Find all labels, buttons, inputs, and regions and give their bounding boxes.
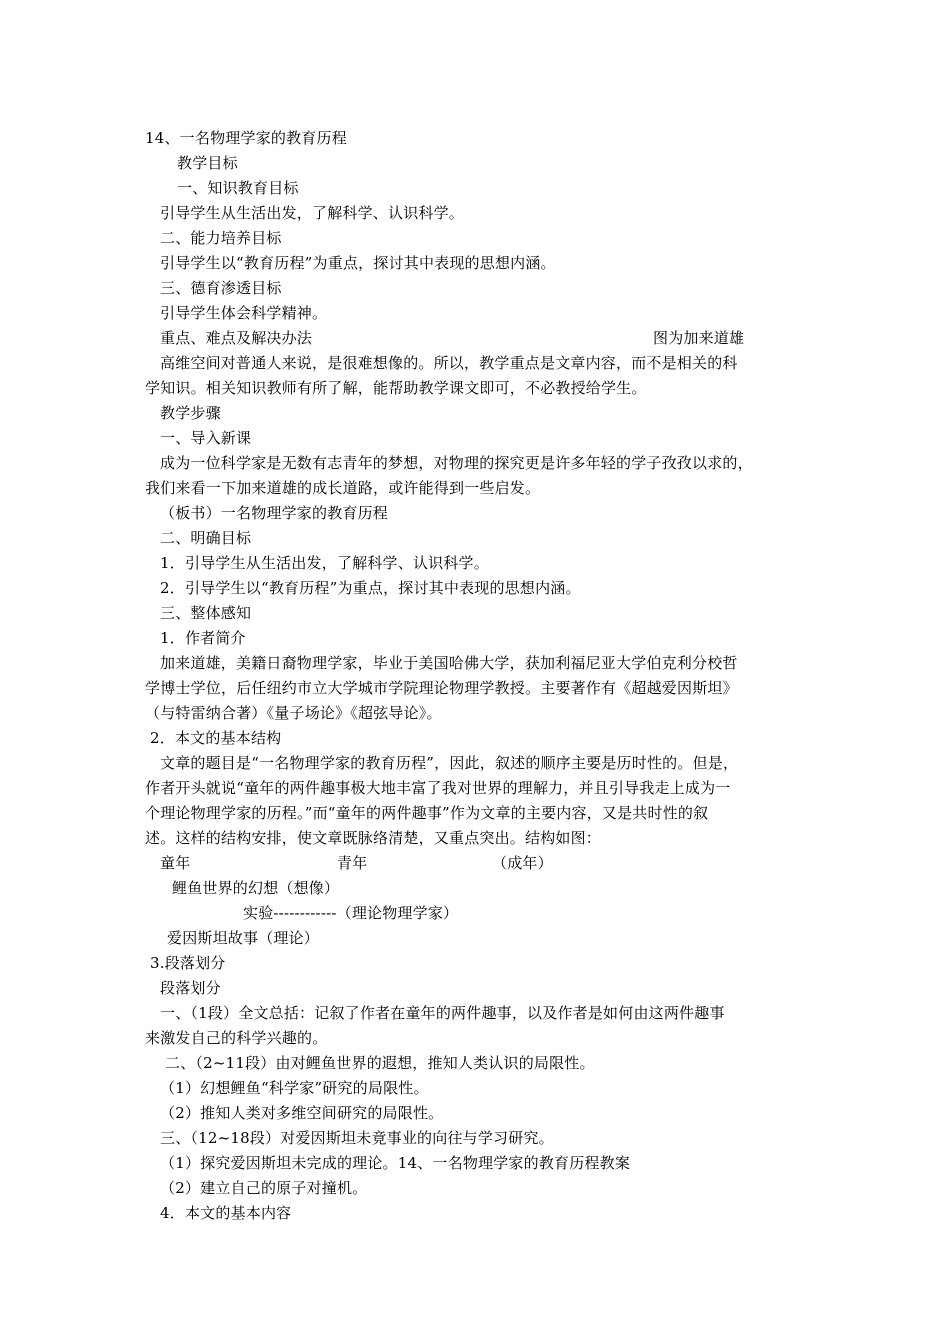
paragraph-line: 我们来看一下加来道雄的成长道路，或许能得到一些启发。 [145,479,541,497]
subsection-heading: 一、知识教育目标 [177,179,299,197]
list-item: （1）幻想鲤鱼“科学家”研究的局限性。 [160,1079,429,1097]
structure-label-childhood: 童年 [160,854,191,872]
document-title: 14、一名物理学家的教育历程 [145,129,347,147]
paragraph-line: 加来道雄，美籍日裔物理学家，毕业于美国哈佛大学，获加利福尼亚大学伯克利分校哲 [160,654,738,672]
image-caption: 图为加来道雄 [653,329,745,347]
paragraph-line: 引导学生从生活出发，了解科学、认识科学。 [160,204,465,222]
paragraph-line: 文章的题目是“一名物理学家的教育历程”，因此，叙述的顺序主要是历时性的。但是， [160,754,739,772]
paragraph-line: （板书）一名物理学家的教育历程 [160,504,389,522]
subsection-heading: 二、能力培养目标 [160,229,282,247]
list-item: （2）推知人类对多维空间研究的局限性。 [160,1104,444,1122]
structure-node: 鲤鱼世界的幻想（想像） [172,879,340,897]
subsection-heading: 三、整体感知 [160,604,252,622]
section-heading: 重点、难点及解决办法 [160,329,313,347]
paragraph-line: 引导学生以“教育历程”为重点，探讨其中表现的思想内涵。 [160,254,556,272]
paragraph-line: 作者开头就说“童年的两件趣事极大地丰富了我对世界的理解力，并且引导我走上成为一 [145,779,731,797]
subsection-heading: 二、明确目标 [160,529,252,547]
section-heading: 教学目标 [177,154,238,172]
structure-node: 爱因斯坦故事（理论） [167,929,320,947]
subsection-heading: 三、德育渗透目标 [160,279,282,297]
list-item: 2．本文的基本结构 [150,729,282,747]
paragraph-line: 高维空间对普通人来说，是很难想像的。所以，教学重点是文章内容，而不是相关的科 [160,354,738,372]
list-item: 2．引导学生以“教育历程”为重点，探讨其中表现的思想内涵。 [160,579,581,597]
subsection-heading: 段落划分 [160,979,221,997]
paragraph-line: （与特雷纳合著）《量子场论》《超弦导论》。 [145,704,442,722]
paragraph-line: 述。这样的结构安排，使文章既脉络清楚，又重点突出。结构如图： [145,829,602,847]
paragraph-line: 二、（2~11段）由对鲤鱼世界的遐想，推知人类认识的局限性。 [165,1054,595,1072]
structure-node: 实验------------（理论物理学家） [243,904,459,922]
paragraph-line: 来激发自己的科学兴趣的。 [145,1029,328,1047]
section-heading: 教学步骤 [160,404,221,422]
paragraph-line: 引导学生体会科学精神。 [160,304,328,322]
paragraph-line: 学知识。相关知识教师有所了解，能帮助教学课文即可，不必教授给学生。 [145,379,647,397]
list-item: （2）建立自己的原子对撞机。 [160,1179,368,1197]
paragraph-line: 一、（1段）全文总括：记叙了作者在童年的两件趣事，以及作者是如何由这两件趣事 [160,1004,725,1022]
structure-label-youth: 青年 [337,854,368,872]
structure-label-adulthood: （成年） [492,854,553,872]
list-item: 1．作者简介 [160,629,246,647]
list-item: （1）探究爱因斯坦未完成的理论。14、一名物理学家的教育历程教案 [160,1154,631,1172]
paragraph-line: 三、（12~18段）对爱因斯坦未竟事业的向往与学习研究。 [160,1129,554,1147]
list-item: 3.段落划分 [150,954,226,972]
paragraph-line: 个理论物理学家的历程。”而“童年的两件趣事”作为文章的主要内容，又是共时性的叙 [145,804,709,822]
paragraph-line: 成为一位科学家是无数有志青年的梦想，对物理的探究更是许多年轻的学子孜孜以求的， [160,454,753,472]
paragraph-line: 学博士学位，后任纽约市立大学城市学院理论物理学教授。主要著作有《超越爱因斯坦》 [145,679,738,697]
list-item: 4．本文的基本内容 [160,1204,292,1222]
subsection-heading: 一、导入新课 [160,429,252,447]
list-item: 1．引导学生从生活出发，了解科学、认识科学。 [160,554,489,572]
